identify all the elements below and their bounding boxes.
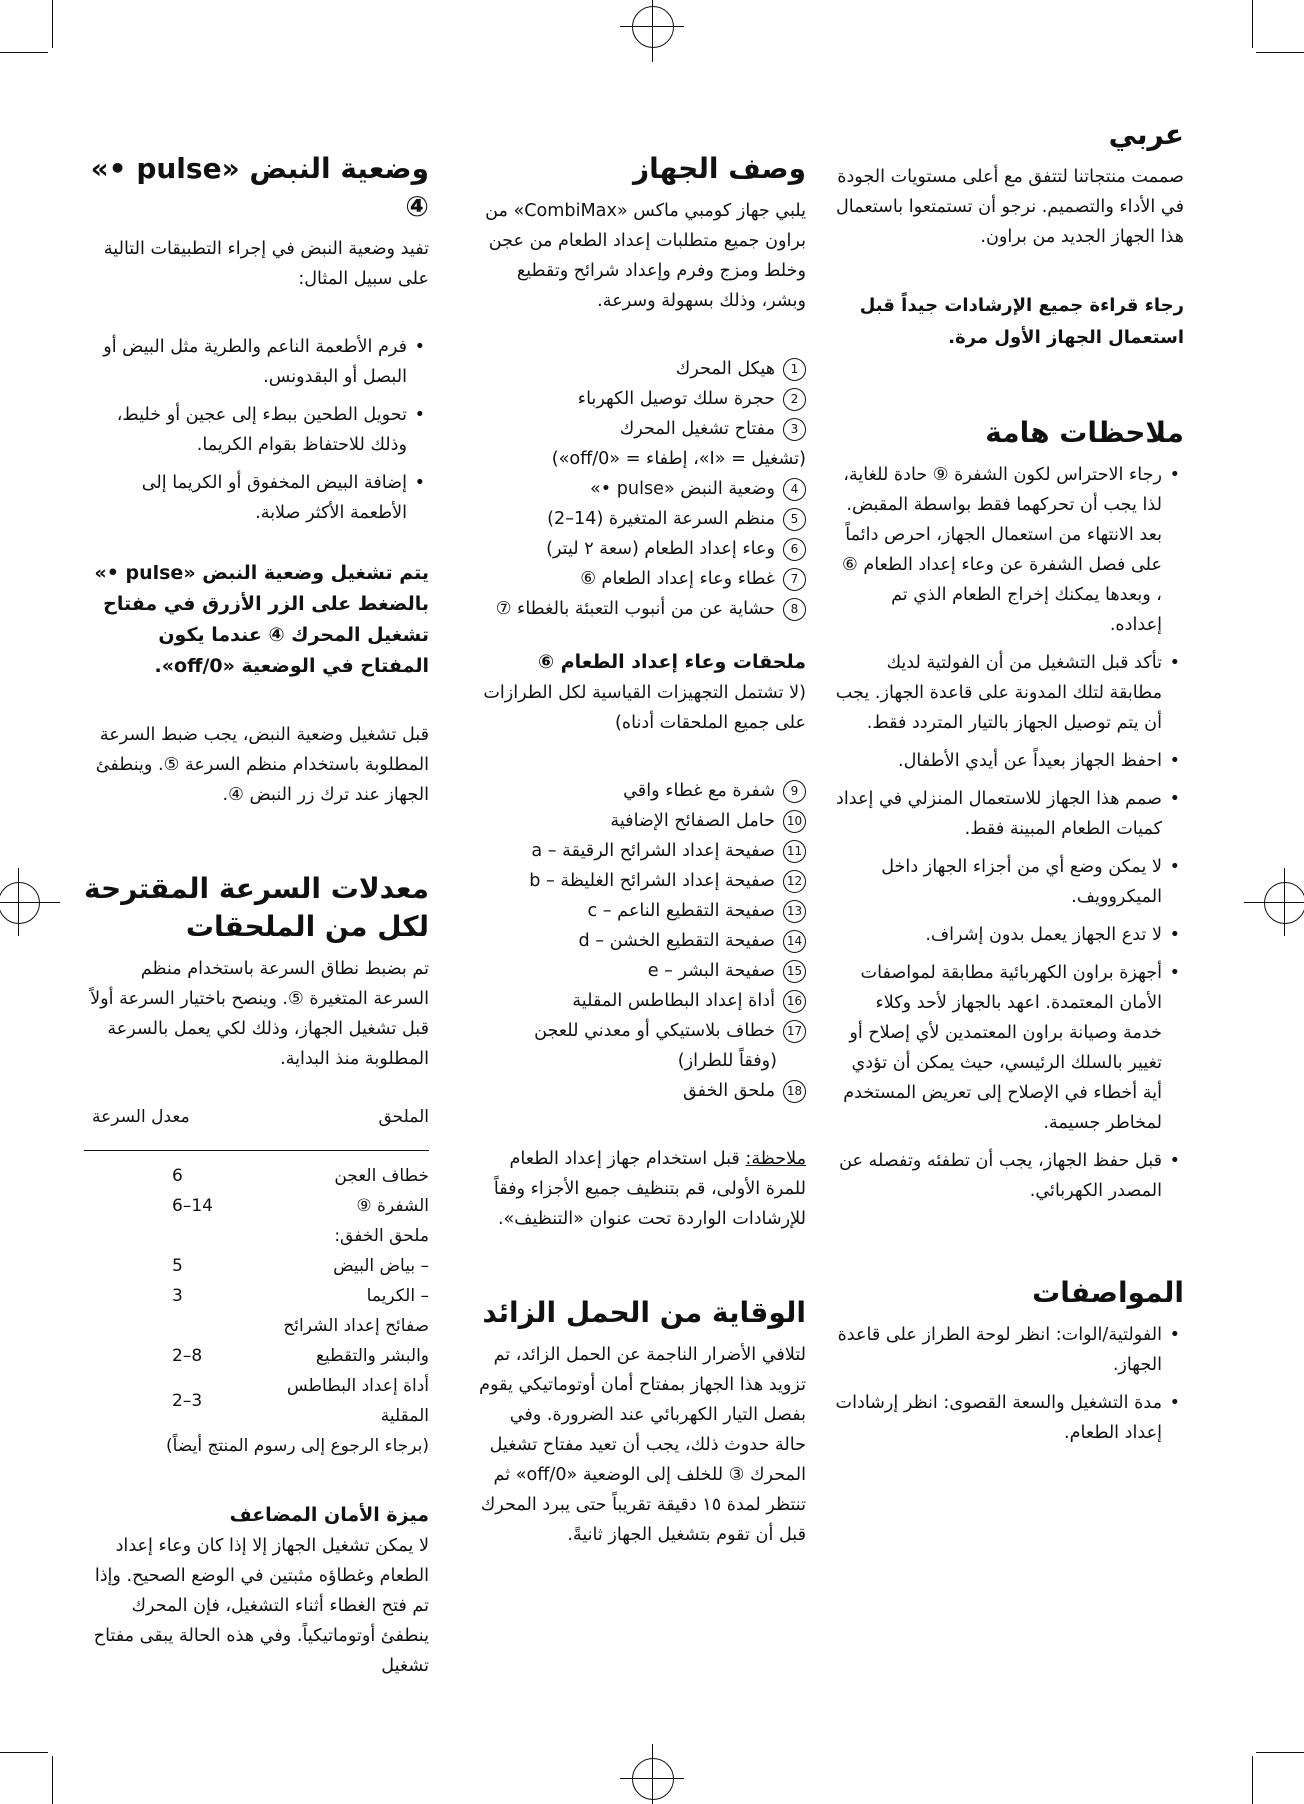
accessory-cell: – بياض البيض bbox=[333, 1256, 429, 1276]
read-instructions-heading: رجاء قراءة جميع الإرشادات جيداً قبل استعمال الجهاز الأول مرة. bbox=[859, 295, 1184, 348]
pulse-use-item: • تحويل الطحين ببطء إلى عجين أو خليط، وذلك للاحتفاظ بقوام الكريما. bbox=[84, 400, 429, 460]
accessory-cell: ملحق الخفق: bbox=[334, 1226, 429, 1246]
accessory-cell: خطاف العجن bbox=[334, 1166, 429, 1186]
crop-mark-bottom-right bbox=[1252, 1756, 1253, 1804]
accessory-label: خطاف بلاستيكي أو معدني للعجن bbox=[534, 1021, 775, 1041]
table-row bbox=[84, 1311, 429, 1341]
overload-text: لتلافي الأضرار الناجمة عن الحمل الزائد، تم تزويد هذا الجهاز بمفتاح أمان أوتوماتيكي يقوم بفصل التيار الكهربائي عند الضرورة. وفي حالة حدوث ذلك، يجب أن تعيد مفتاح تشغيل المحرك ③ للخلف إلى الوضعية «off/0» ثم تنتظر لمدة ١٥ دقيقة تقريباً حتى يبرد المحرك قبل أن تقوم بتشغيل الجهاز ثانيةً. bbox=[479, 1345, 806, 1545]
crop-mark-bottom-left bbox=[52, 1756, 53, 1804]
accessory-item bbox=[476, 866, 806, 896]
part-label: (تشغيل = «I»، إطفاء = «off/0») bbox=[551, 449, 806, 469]
accessories-title: ملحقات وعاء إعداد الطعام ⑥ bbox=[538, 651, 806, 673]
part-number: 4 bbox=[783, 478, 806, 501]
accessory-number: 16 bbox=[783, 990, 806, 1013]
speed-cell: 6 bbox=[172, 1166, 183, 1186]
part-number: 5 bbox=[783, 508, 806, 531]
accessory-cell: صفائح إعداد الشرائح bbox=[283, 1316, 429, 1336]
crop-mark-top-right bbox=[1252, 0, 1253, 48]
part-label: غطاء وعاء إعداد الطعام ⑥ bbox=[580, 569, 775, 589]
middle-column bbox=[476, 150, 806, 1550]
pulse-use-item: • إضافة البيض المخفوق أو الكريما إلى الأطعمة الأكثر صلابة. bbox=[84, 468, 429, 528]
pulse-title: وضعية النبض «pulse •» ④ bbox=[90, 152, 429, 223]
accessory-label: أداة إعداد البطاطس المقلية bbox=[572, 991, 775, 1011]
pulse-operate-text: يتم تشغيل وضعية النبض «pulse •» بالضغط على الزر الأزرق في مفتاح تشغيل المحرك ④ عندما يكون المفتاح في الوضعية «off/0». bbox=[94, 562, 429, 677]
language-title: عربي bbox=[1108, 118, 1184, 151]
accessory-number: 10 bbox=[783, 810, 806, 833]
specs-list bbox=[834, 1320, 1184, 1448]
speed-cell: 2–8 bbox=[172, 1346, 203, 1366]
part-number: 6 bbox=[783, 538, 806, 561]
part-item bbox=[476, 504, 806, 534]
note-item: • رجاء الاحتراس لكون الشفرة ⑨ حادة للغاية، لذا يجب أن تحركهما فقط بواسطة المقبض. بعد الانتهاء من استعمال الجهاز، احرص دائماً على فصل الشفرة عن وعاء إعداد الطعام ⑥ ، وبعدها يمكنك إخراج الطعام الذي تم إعداده. bbox=[834, 460, 1184, 640]
accessory-cell: الشفرة ⑨ bbox=[356, 1196, 429, 1216]
accessory-item bbox=[476, 776, 806, 806]
part-number: 1 bbox=[783, 358, 806, 381]
crop-mark-bottom-right-h bbox=[1256, 1752, 1304, 1753]
accessory-label: صفيحة البشر – e bbox=[647, 961, 775, 981]
accessory-cell: (برجاء الرجوع إلى رسوم المنتج أيضاً) bbox=[166, 1436, 429, 1456]
part-label: هيكل المحرك bbox=[675, 359, 775, 379]
accessory-number: 18 bbox=[783, 1080, 806, 1103]
accessory-item bbox=[476, 1046, 806, 1076]
accessory-column-header: الملحق bbox=[378, 1107, 429, 1127]
part-label: وعاء إعداد الطعام (سعة ٢ ليتر) bbox=[546, 539, 775, 559]
registration-mark-right-h bbox=[1244, 902, 1304, 903]
accessories-list bbox=[476, 776, 806, 1106]
note-text: قبل استخدام جهاز إعداد الطعام للمرة الأولى، قم بتنظيف جميع الأجزاء وفقاً للإرشادات الواردة تحت عنوان «التنظيف». bbox=[493, 1149, 806, 1229]
overload-title: الوقاية من الحمل الزائد bbox=[482, 1296, 806, 1329]
part-number: 2 bbox=[783, 388, 806, 411]
part-item bbox=[476, 564, 806, 594]
registration-mark-left-h bbox=[0, 902, 60, 903]
part-label: منظم السرعة المتغيرة (14–2) bbox=[547, 509, 775, 529]
accessory-number: 13 bbox=[783, 900, 806, 923]
speed-cell: 5 bbox=[172, 1256, 183, 1276]
pulse-use-item: • فرم الأطعمة الناعم والطرية مثل البيض أو البصل أو البقدونس. bbox=[84, 332, 429, 392]
accessory-item bbox=[476, 956, 806, 986]
accessory-number: 12 bbox=[783, 870, 806, 893]
speed-column-header: معدل السرعة bbox=[92, 1107, 190, 1127]
note-item: • أجهزة براون الكهربائية مطابقة لمواصفات الأمان المعتمدة. اعهد بالجهاز لأحد وكلاء خدمة وصيانة براون المعتمدين لأي إصلاح أو تغيير بالسلك الرئيسي، حيث يمكن أن تؤدي أية أخطاء في الإصلاح إلى تعريض المستخدم لمخاطر جسيمة. bbox=[834, 958, 1184, 1138]
accessory-label: ملحق الخفق bbox=[682, 1081, 775, 1101]
accessory-number: 11 bbox=[783, 840, 806, 863]
note-item: • قبل حفظ الجهاز، يجب أن تطفئه وتفصله عن المصدر الكهربائي. bbox=[834, 1146, 1184, 1206]
safety-text: لا يمكن تشغيل الجهاز إلا إذا كان وعاء إعداد الطعام وغطاؤه مثبتين في الوضع الصحيح. وإذا تم فتح الغطاء أثناء التشغيل، فإن المحرك ينطفئ أوتوماتيكياً. وفي هذه الحالة يبقى مفتاح تشغيل bbox=[93, 1536, 429, 1676]
accessory-cell: والبشر والتقطيع bbox=[315, 1346, 429, 1366]
table-row bbox=[84, 1221, 429, 1251]
description-title: وصف الجهاز bbox=[633, 152, 806, 185]
parts-list bbox=[476, 354, 806, 624]
table-row bbox=[84, 1191, 429, 1221]
accessory-label: صفيحة إعداد الشرائح الرقيقة – a bbox=[531, 841, 775, 861]
accessory-label: شفرة مع غطاء واقي bbox=[623, 781, 775, 801]
accessory-item bbox=[476, 836, 806, 866]
part-item bbox=[476, 444, 806, 474]
accessory-number: 14 bbox=[783, 930, 806, 953]
note-item: • لا يمكن وضع أي من أجزاء الجهاز داخل الميكروويف. bbox=[834, 852, 1184, 912]
registration-mark-bottom-h bbox=[620, 1778, 684, 1779]
part-item bbox=[476, 354, 806, 384]
notes-title: ملاحظات هامة bbox=[985, 416, 1184, 449]
speed-cell bbox=[84, 1221, 282, 1251]
speed-cell: 2–3 bbox=[172, 1391, 203, 1411]
crop-mark-top-left-h bbox=[0, 52, 48, 53]
speed-title: معدلات السرعة المقترحة لكل من الملحقات bbox=[84, 872, 429, 943]
description-text: يلبي جهاز كومبي ماكس «CombiMax» من براون جميع متطلبات إعداد الطعام من عجن وخلط ومزج وفرم وإعداد شرائح وتقطيع وبشر، وذلك بسهولة وسرعة. bbox=[485, 201, 806, 311]
speed-table-header bbox=[84, 1096, 429, 1151]
part-item bbox=[476, 534, 806, 564]
accessory-label: صفيحة التقطيع الخشن – d bbox=[578, 931, 775, 951]
accessory-item bbox=[476, 926, 806, 956]
registration-mark-bottom-v bbox=[652, 1744, 653, 1804]
left-column bbox=[84, 150, 429, 1681]
accessory-item bbox=[476, 1016, 806, 1046]
spec-item: • مدة التشغيل والسعة القصوى: انظر إرشادات إعداد الطعام. bbox=[834, 1388, 1184, 1448]
part-label: حشاية عن من أنبوب التعبئة بالغطاء ⑦ bbox=[495, 599, 775, 619]
speed-cell: 6–14 bbox=[172, 1196, 213, 1216]
notes-list bbox=[834, 460, 1184, 1206]
pulse-note: قبل تشغيل وضعية النبض، يجب ضبط السرعة المطلوبة باستخدام منظم السرعة ⑤. وينطفئ الجهاز عند ترك زر النبض ④. bbox=[95, 725, 429, 805]
table-row bbox=[84, 1251, 429, 1281]
note-item: • تأكد قبل التشغيل من أن الفولتية لديك مطابقة لتلك المدونة على قاعدة الجهاز. يجب أن يتم توصيل الجهاز بالتيار المتردد فقط. bbox=[834, 648, 1184, 738]
part-number: 3 bbox=[783, 418, 806, 441]
note-item: • احفظ الجهاز بعيداً عن أيدي الأطفال. bbox=[834, 746, 1184, 776]
registration-mark-top-v bbox=[652, 0, 653, 62]
part-item bbox=[476, 594, 806, 624]
accessory-item bbox=[476, 896, 806, 926]
part-label: وضعية النبض «pulse •» bbox=[590, 479, 775, 499]
part-item bbox=[476, 474, 806, 504]
accessory-item bbox=[476, 1076, 806, 1106]
accessory-cell: – الكريما bbox=[366, 1286, 429, 1306]
accessory-label: صفيحة التقطيع الناعم – c bbox=[587, 901, 775, 921]
accessory-number: 17 bbox=[783, 1020, 806, 1043]
speed-table bbox=[84, 1096, 429, 1461]
pulse-uses-list bbox=[84, 332, 429, 528]
part-number: 8 bbox=[783, 598, 806, 621]
crop-mark-top-right-h bbox=[1256, 52, 1304, 53]
part-label: حجرة سلك توصيل الكهرباء bbox=[577, 389, 775, 409]
intro-text: صممت منتجاتنا لتتفق مع أعلى مستويات الجودة في الأداء والتصميم. نرجو أن تستمتعوا باستعمال هذا الجهاز الجديد من براون. bbox=[836, 167, 1184, 247]
speed-cell bbox=[84, 1311, 282, 1341]
table-row bbox=[84, 1161, 429, 1191]
speed-intro: تم بضبط نطاق السرعة باستخدام منظم السرعة المتغيرة ⑤. وينصح باختيار السرعة أولاً قبل تشغيل الجهاز، وذلك لكي يعمل بالسرعة المطلوبة منذ البداية. bbox=[90, 959, 429, 1069]
accessory-number: 15 bbox=[783, 960, 806, 983]
note-label: ملاحظة: bbox=[745, 1149, 806, 1169]
spec-item: • الفولتية/الوات: انظر لوحة الطراز على قاعدة الجهاز. bbox=[834, 1320, 1184, 1380]
accessories-note: (لا تشتمل التجهيزات القياسية لكل الطرازات على جميع الملحقات أدناه) bbox=[483, 683, 806, 733]
accessory-number: 9 bbox=[783, 780, 806, 803]
part-label: مفتاح تشغيل المحرك bbox=[619, 419, 775, 439]
accessory-item bbox=[476, 806, 806, 836]
table-row bbox=[84, 1281, 429, 1311]
table-row bbox=[84, 1431, 429, 1461]
safety-title: ميزة الأمان المضاعف bbox=[229, 1504, 429, 1526]
note-item: • صمم هذا الجهاز للاستعمال المنزلي في إعداد كميات الطعام المبينة فقط. bbox=[834, 784, 1184, 844]
accessory-label: (وفقاً للطراز) bbox=[677, 1051, 777, 1071]
table-row bbox=[84, 1371, 429, 1431]
part-item bbox=[476, 414, 806, 444]
accessory-label: صفيحة إعداد الشرائح الغليظة – b bbox=[529, 871, 775, 891]
part-number: 7 bbox=[783, 568, 806, 591]
cleaning-note bbox=[476, 1144, 806, 1234]
pulse-intro: تفيد وضعية النبض في إجراء التطبيقات التالية على سبيل المثال: bbox=[103, 239, 429, 289]
registration-mark-top-h bbox=[620, 26, 684, 27]
accessory-label: حامل الصفائح الإضافية bbox=[610, 811, 775, 831]
accessory-cell: أداة إعداد البطاطس المقلية bbox=[286, 1376, 429, 1426]
table-row bbox=[84, 1341, 429, 1371]
specs-title: المواصفات bbox=[1032, 1276, 1184, 1309]
speed-cell: 3 bbox=[172, 1286, 183, 1306]
right-column bbox=[834, 116, 1184, 1456]
note-item: • لا تدع الجهاز يعمل بدون إشراف. bbox=[834, 920, 1184, 950]
crop-mark-bottom-left-h bbox=[0, 1752, 48, 1753]
accessory-item bbox=[476, 986, 806, 1016]
part-item bbox=[476, 384, 806, 414]
crop-mark-top-left bbox=[52, 0, 53, 48]
